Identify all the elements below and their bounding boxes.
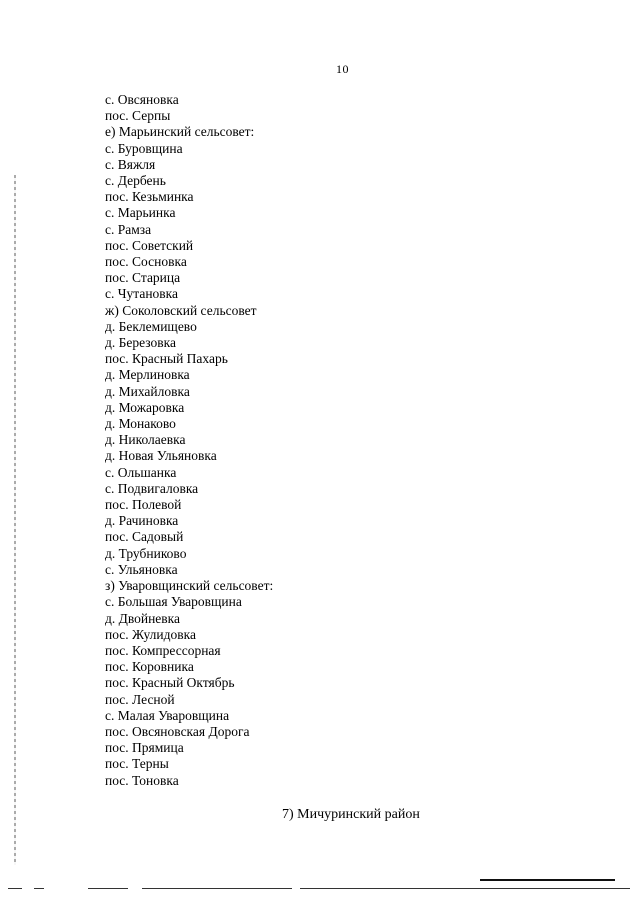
list-item: пос. Компрессорная — [105, 642, 221, 658]
list-item: д. Новая Ульяновка — [105, 448, 217, 464]
settlement-list — [105, 92, 273, 789]
scan-line-artifact — [480, 879, 615, 881]
list-item: пос. Коровника — [105, 659, 194, 675]
list-item: пос. Овсяновская Дорога — [105, 723, 250, 739]
list-item: д. Беклемищево — [105, 318, 197, 334]
list-item: пос. Сосновка — [105, 254, 187, 270]
list-item: с. Чутановка — [105, 286, 179, 302]
list-item: пос. Лесной — [105, 691, 175, 707]
list-item: пос. Советский — [105, 237, 194, 253]
section-heading: з) Уваровщинский сельсовет: — [105, 578, 274, 594]
list-item: д. Рачиновка — [105, 513, 179, 529]
list-item: д. Можаровка — [105, 399, 185, 415]
list-item: пос. Красный Пахарь — [105, 351, 228, 367]
list-item: д. Двойневка — [105, 610, 181, 626]
section-heading: ж) Соколовский сельсовет — [105, 302, 257, 318]
scan-edge-artifact — [14, 175, 16, 865]
section-heading: е) Марьинский сельсовет: — [105, 124, 255, 140]
list-item: д. Монаково — [105, 416, 176, 432]
list-item: с. Дербень — [105, 173, 166, 189]
list-item: пос. Серпы — [105, 108, 171, 124]
list-item: с. Большая Уваровщина — [105, 594, 242, 610]
list-item: с. Ульяновка — [105, 561, 178, 577]
list-item: д. Михайловка — [105, 383, 190, 399]
scan-line-artifact — [300, 888, 630, 889]
list-item: пос. Прямица — [105, 740, 184, 756]
district-heading: 7) Мичуринский район — [282, 807, 420, 822]
list-item: д. Трубниково — [105, 545, 187, 561]
list-item: с. Малая Уваровщина — [105, 707, 230, 723]
list-item: с. Вяжля — [105, 156, 156, 172]
scan-line-artifact — [142, 888, 292, 889]
list-item: с. Подвигаловка — [105, 480, 199, 496]
list-item: пос. Полевой — [105, 497, 182, 513]
list-item: пос. Красный Октябрь — [105, 675, 235, 691]
list-item: с. Буровщина — [105, 140, 183, 156]
list-item: с. Ольшанка — [105, 464, 177, 480]
list-item: пос. Терны — [105, 756, 169, 772]
scan-line-artifact — [34, 888, 44, 889]
list-item: с. Рамза — [105, 221, 152, 237]
page-number: 10 — [336, 62, 349, 76]
list-item: д. Березовка — [105, 335, 176, 351]
list-item: пос. Кезьминка — [105, 189, 194, 205]
scan-line-artifact — [88, 888, 128, 889]
list-item: д. Николаевка — [105, 432, 186, 448]
list-item: пос. Жулидовка — [105, 626, 196, 642]
list-item: пос. Тоновка — [105, 772, 179, 788]
list-item: с. Марьинка — [105, 205, 176, 221]
scan-line-artifact — [8, 888, 22, 889]
list-item: пос. Старица — [105, 270, 181, 286]
list-item: с. Овсяновка — [105, 92, 179, 107]
list-item: д. Мерлиновка — [105, 367, 190, 383]
list-item: пос. Садовый — [105, 529, 184, 545]
